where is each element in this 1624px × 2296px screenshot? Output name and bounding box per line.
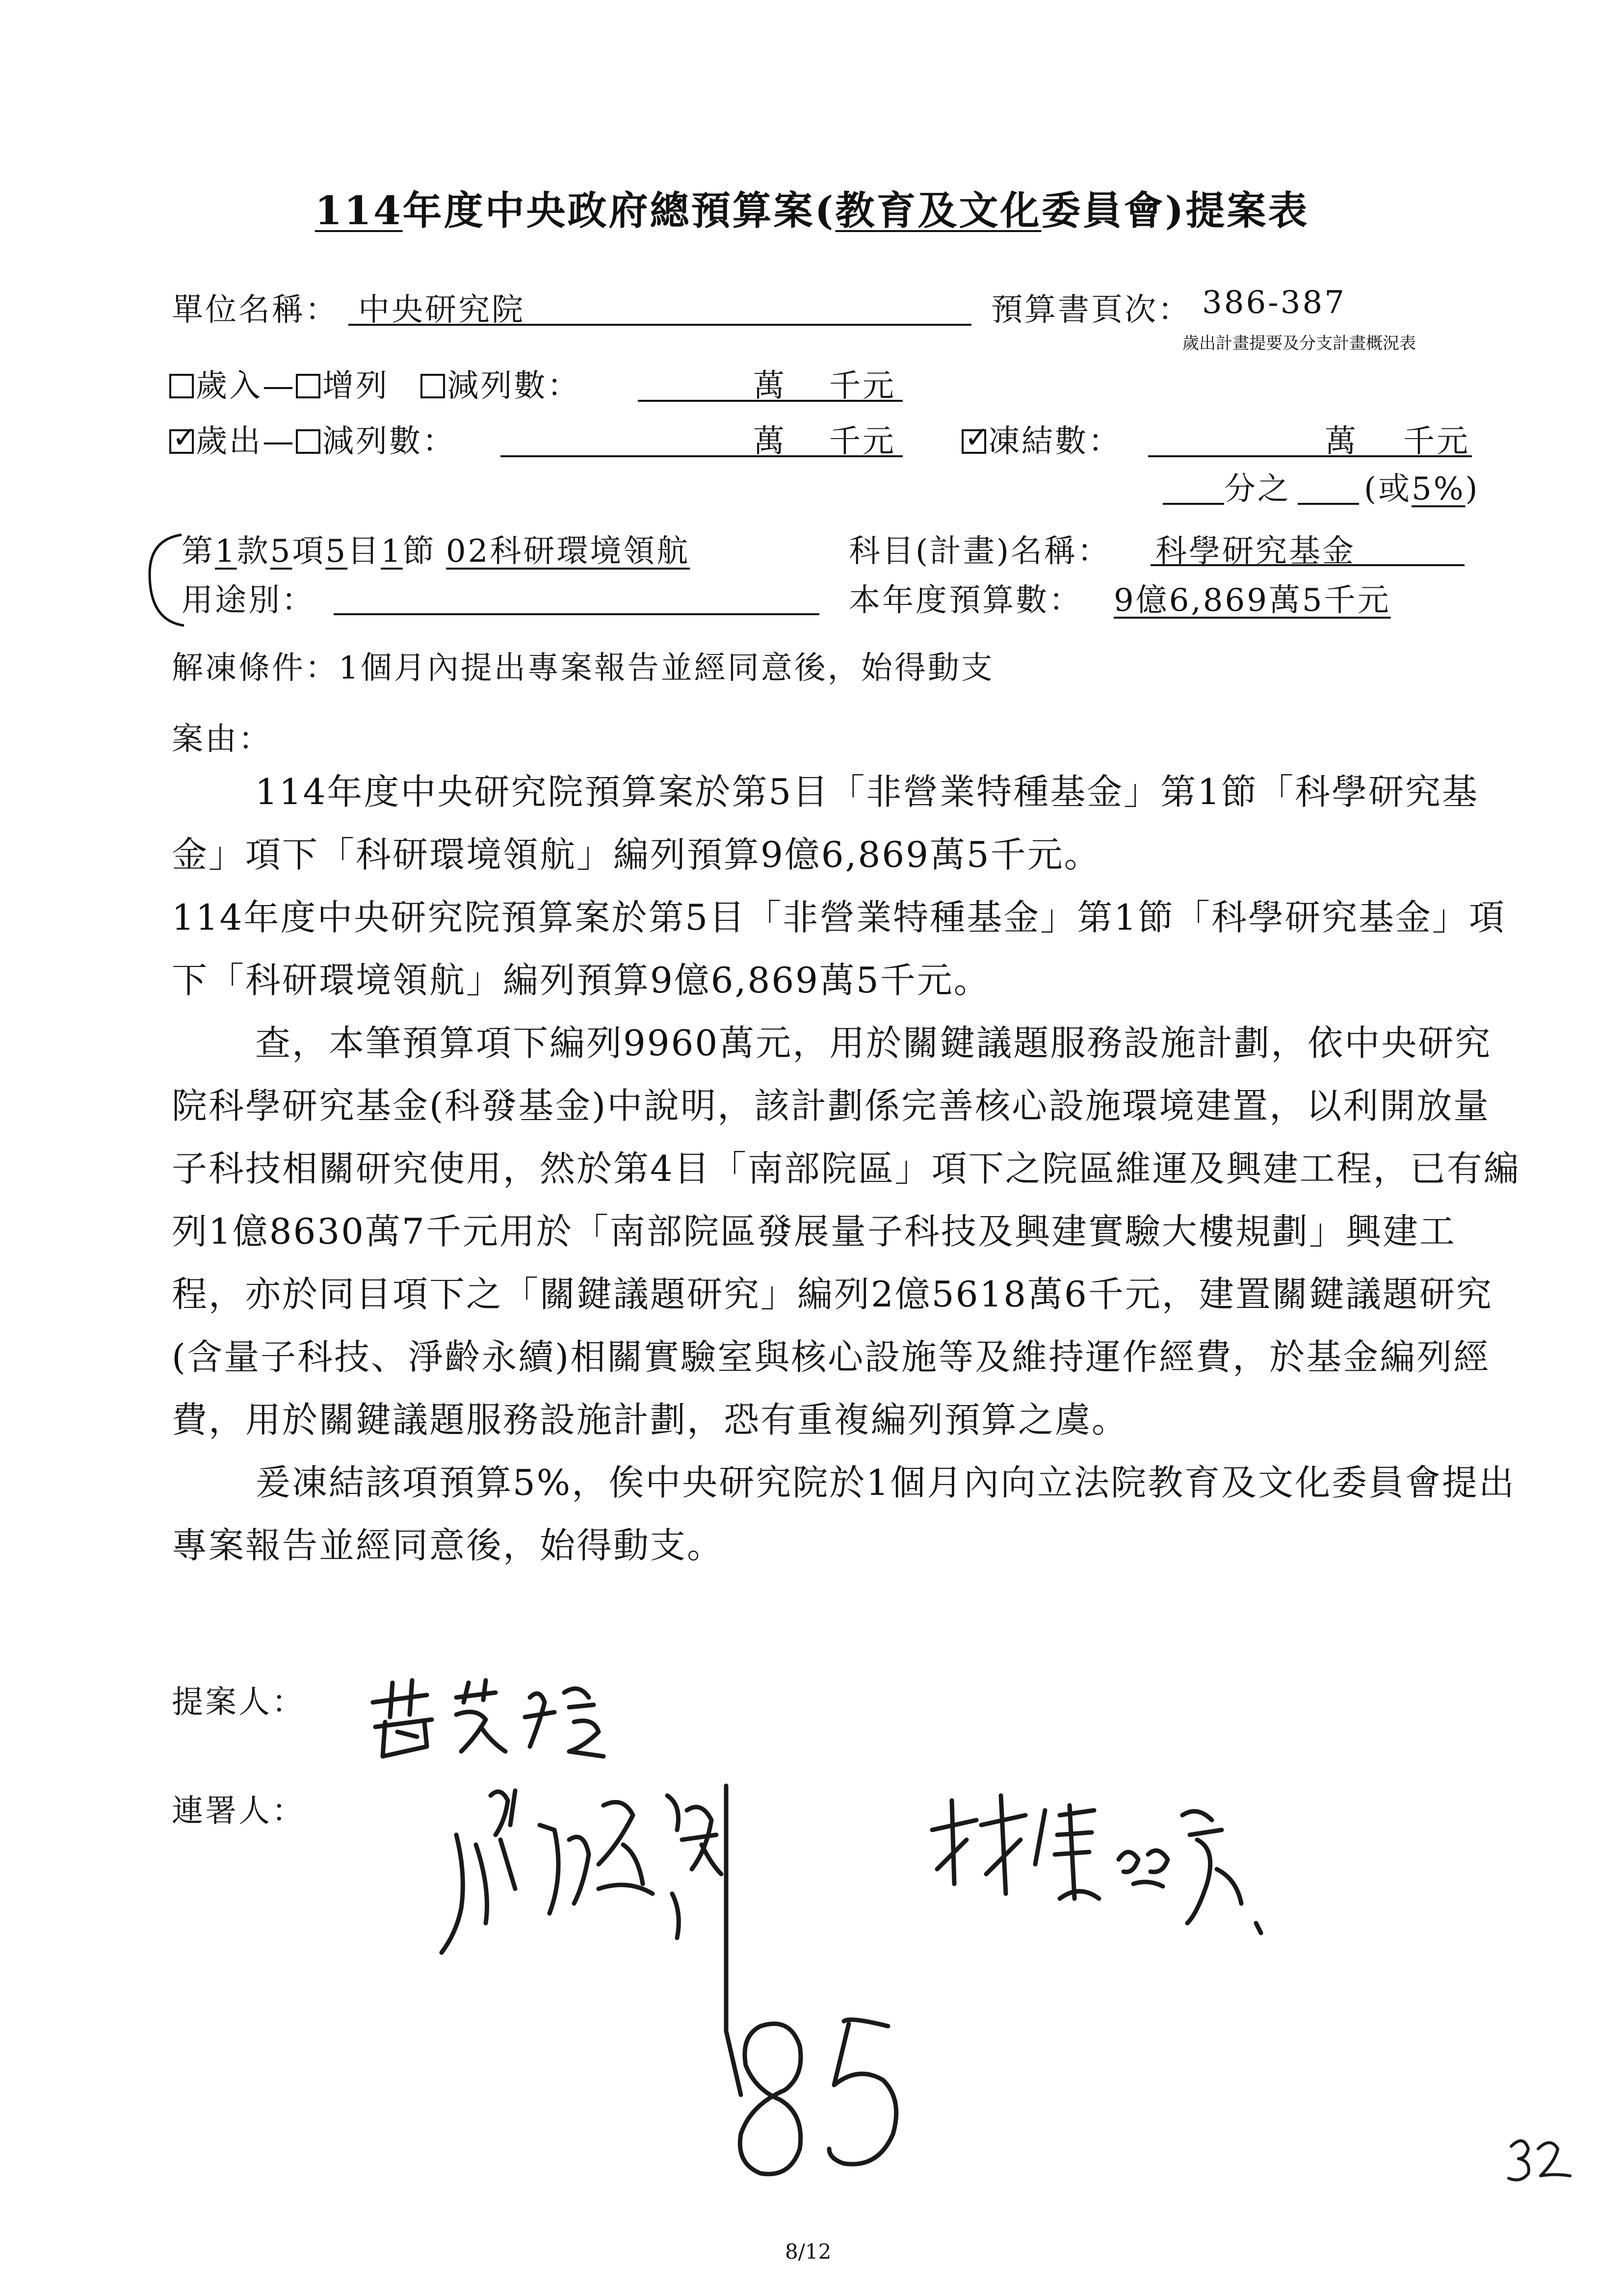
case-body [172,760,1526,1577]
title-committee: 教育及文化 [835,187,1042,234]
fraction-denominator-line [1298,503,1359,505]
unit-underline [348,324,971,326]
proposer-signature [363,1673,618,1766]
revenue-row [169,361,580,406]
expenditure-row [169,416,456,461]
fraction-percent: 5% [1411,471,1466,507]
subject-label: 科目(計畫)名稱： [849,533,1111,570]
increase-label: 增列 [322,368,389,404]
case-paragraph-3: 查，本筆預算項下編列9960萬元，用於關鍵議題服務設施計劃，依中央研究院科學研究基金(科發基金)中說明，該計劃係完善核心設施環境建置，以利開放量子科技相關研究使用，然於第4目「南部院區」項下之院區維運及興建工程，已有編列1億8630萬7千元用於「南部院區發展量子科技及興建實驗大樓規劃」興建工程，亦於同目項下之「關鍵議題研究」編列2億5618萬6千元，建置關鍵議題研究(含量子科技、淨齡永續)相關實驗室與核心設施等及維持運作經費，於基金編列經費，用於關鍵議題服務設施計劃，恐有重複編列預算之虞。 [172,1022,1520,1440]
item-mu: 目 [347,533,381,570]
handwritten-number [731,2007,917,2193]
budget-page-value: 386-387 [1202,285,1346,321]
revenue-unit-wan: 萬 [753,368,786,404]
page-title [0,179,1624,235]
revenue-decrease-checkbox[interactable] [420,374,445,398]
expenditure-unit-wan: 萬 [753,423,786,460]
fraction-or-open: (或 [1364,471,1412,507]
cosigner-signature-1 [427,1776,760,2100]
item-jie: 節 [402,533,436,570]
freeze-label: 凍結數： [988,423,1122,460]
fraction-close: ) [1465,471,1480,507]
usage-label: 用途別： [182,582,315,619]
item-code-row [182,526,690,571]
freeze-checkbox[interactable] [962,429,986,454]
item-kuan: 款 [236,533,270,570]
unfreeze-condition: 解凍條件：1個月內提出專案報告並經同意後，始得動支 [172,650,995,686]
budget-label: 本年度預算數： [849,582,1082,619]
item-kuan-num: 1 [215,533,237,570]
cosigner-signature-2 [922,1786,1285,1943]
usage-underline [334,613,819,615]
title-year: 114 [314,187,403,234]
cosigner-label: 連署人： [172,1793,305,1829]
revenue-label: 歲入— [196,368,296,404]
freeze-group [962,416,1122,461]
fraction-numerator-line [1163,503,1224,505]
case-paragraph-1: 114年度中央研究院預算案於第5目「非營業特種基金」第1節「科學研究基金」項下「科研環境領航」編列預算9億6,869萬5千元。 [172,771,1479,875]
item-xiang: 項 [292,533,326,570]
unit-value: 中央研究院 [358,292,525,328]
expenditure-unit-qian: 千元 [829,423,896,460]
budget-value: 9億6,869萬5千元 [1114,582,1391,619]
freeze-unit-qian: 千元 [1403,423,1470,460]
expenditure-checkbox[interactable] [169,429,194,454]
item-jie-num: 1 [381,533,403,570]
revenue-checkbox[interactable] [169,374,194,398]
case-label: 案由： [172,721,272,757]
expenditure-decrease-checkbox[interactable] [296,429,320,454]
freeze-unit-wan: 萬 [1325,423,1358,460]
title-mid: 年度中央政府總預算案( [402,187,836,234]
item-xiang-num: 5 [270,533,292,570]
fraction-label: 分之 [1224,471,1291,507]
fraction-or [1364,464,1479,509]
expenditure-decrease-label: 減列數： [322,423,456,460]
increase-checkbox[interactable] [296,374,320,398]
case-paragraph-2: 114年度中央研究院預算案於第5目「非營業特種基金」第1節「科學研究基金」項下「科研環境領航」編列預算9億6,869萬5千元。 [172,897,1506,1001]
page-number: 8/12 [785,2240,832,2264]
title-end: 委員會)提案表 [1041,187,1310,234]
item-mu-num: 5 [325,533,348,570]
subject-underline [1151,564,1465,566]
item-bracket [142,527,186,630]
revenue-decrease-label: 減列數： [447,368,581,404]
item-plan: 02科研環境領航 [445,533,690,570]
budget-page-note: 歲出計畫提要及分支計畫概況表 [1182,334,1416,353]
unit-label: 單位名稱： [172,292,339,328]
item-di: 第 [182,533,215,570]
expenditure-label: 歲出— [196,423,296,460]
revenue-unit-qian: 千元 [829,368,896,404]
subject-value: 科學研究基金 [1155,533,1356,570]
proposer-label: 提案人： [172,1684,305,1721]
case-paragraph-4: 爰凍結該項預算5%，俟中央研究院於1個月內向立法院教育及文化委員會提出專案報告並經同意後，始得動支。 [172,1462,1516,1566]
budget-page-label: 預算書頁次： [991,292,1191,328]
